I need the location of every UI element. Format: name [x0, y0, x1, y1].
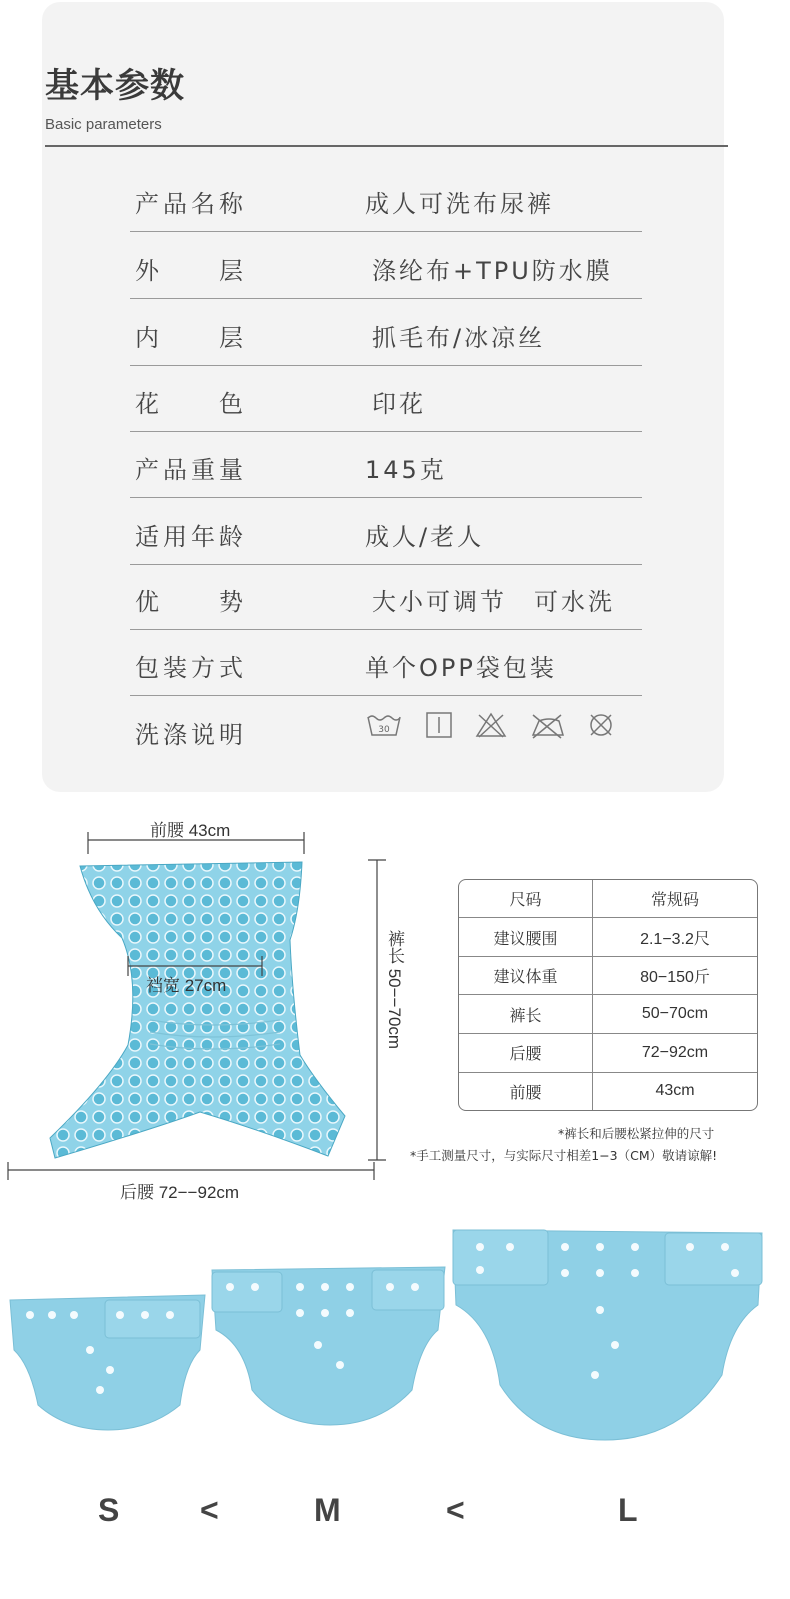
diaper-s-image [10, 1295, 205, 1430]
table-row [459, 1072, 757, 1110]
size-comparison [0, 1225, 790, 1450]
table-cell: 80−150斤 [593, 956, 758, 995]
param-value: 涤纶布+TPU防水膜 [372, 257, 613, 285]
param-value: 成人可洗布尿裤 [365, 190, 554, 218]
wash-30-icon [365, 711, 403, 743]
table-cell: 72−92cm [593, 1034, 758, 1073]
param-key: 适用年龄 [135, 523, 247, 551]
less-than-sign: < [446, 1492, 465, 1528]
wash-icons [365, 711, 615, 743]
table-header-row [459, 880, 757, 918]
table-cell: 建议体重 [459, 956, 593, 995]
param-value: 抓毛布/冰凉丝 [372, 324, 546, 352]
param-key: 花 色 [135, 390, 247, 418]
line-dry-icon [425, 711, 453, 743]
param-value: 145克 [365, 456, 447, 484]
param-row [130, 630, 642, 696]
param-row [130, 233, 642, 299]
length-label: 裤长 50−−70cm [385, 930, 404, 1050]
table-row [459, 956, 757, 995]
table-row [459, 1034, 757, 1073]
crotch-width-label: 裆宽 27cm [146, 976, 227, 995]
diaper-diagram [0, 820, 400, 1200]
table-cell: 建议腰围 [459, 918, 593, 957]
param-key: 包装方式 [135, 654, 247, 682]
diaper-m-image [212, 1267, 445, 1425]
param-row [130, 432, 642, 498]
no-iron-icon [529, 711, 565, 743]
table-cell: 43cm [655, 1082, 695, 1100]
no-tumble-dry-icon [587, 711, 615, 743]
section-title: 基本参数 [45, 66, 185, 106]
param-row [130, 499, 642, 565]
table-header-cell: 常规码 [593, 880, 758, 918]
table-cell: 裤长 [459, 995, 593, 1034]
wash-row [130, 697, 642, 763]
section-subtitle: Basic parameters [45, 116, 162, 133]
table-cell: 2.1−3.2尺 [593, 918, 758, 957]
measure-note: *裤长和后腰松紧拉伸的尺寸 [558, 1126, 715, 1141]
param-row [130, 366, 642, 432]
row-divider [130, 497, 642, 498]
tolerance-note: *手工测量尺寸，与实际尺寸相差1−3（CM）敬请谅解! [410, 1148, 718, 1163]
table-cell: 后腰 [459, 1034, 593, 1073]
param-row [130, 300, 642, 366]
size-s-label: S [98, 1492, 120, 1528]
table-row [459, 918, 757, 957]
row-divider [130, 695, 642, 696]
row-divider [130, 298, 642, 299]
size-m-label: M [314, 1492, 341, 1528]
param-key: 洗涤说明 [135, 721, 247, 749]
front-waist-label: 前腰 43cm [150, 821, 231, 840]
param-key: 内 层 [135, 324, 247, 352]
param-value: 单个OPP袋包装 [365, 654, 557, 682]
title-divider [45, 145, 728, 147]
row-divider [130, 231, 642, 232]
table-row [459, 995, 757, 1034]
param-row [130, 564, 642, 630]
param-key: 优 势 [135, 588, 247, 616]
param-key: 产品名称 [135, 190, 247, 218]
table-cell: 前腰 [459, 1072, 593, 1110]
param-value: 成人/老人 [365, 523, 485, 551]
svg-text:30: 30 [378, 725, 390, 735]
diaper-l-image [453, 1230, 762, 1440]
table-header-cell: 尺码 [459, 880, 593, 918]
no-bleach-icon [475, 711, 507, 743]
size-table [458, 879, 758, 1111]
size-l-label: L [618, 1492, 638, 1528]
table-cell: 50−70cm [593, 995, 758, 1034]
param-row [130, 166, 642, 232]
param-value: 印花 [372, 390, 426, 418]
back-waist-label: 后腰 72−−92cm [120, 1183, 240, 1202]
param-key: 产品重量 [135, 456, 247, 484]
param-key: 外 层 [135, 257, 247, 285]
diaper-image [50, 862, 345, 1158]
param-value: 大小可调节 可水洗 [372, 588, 615, 616]
less-than-sign: < [200, 1492, 219, 1528]
